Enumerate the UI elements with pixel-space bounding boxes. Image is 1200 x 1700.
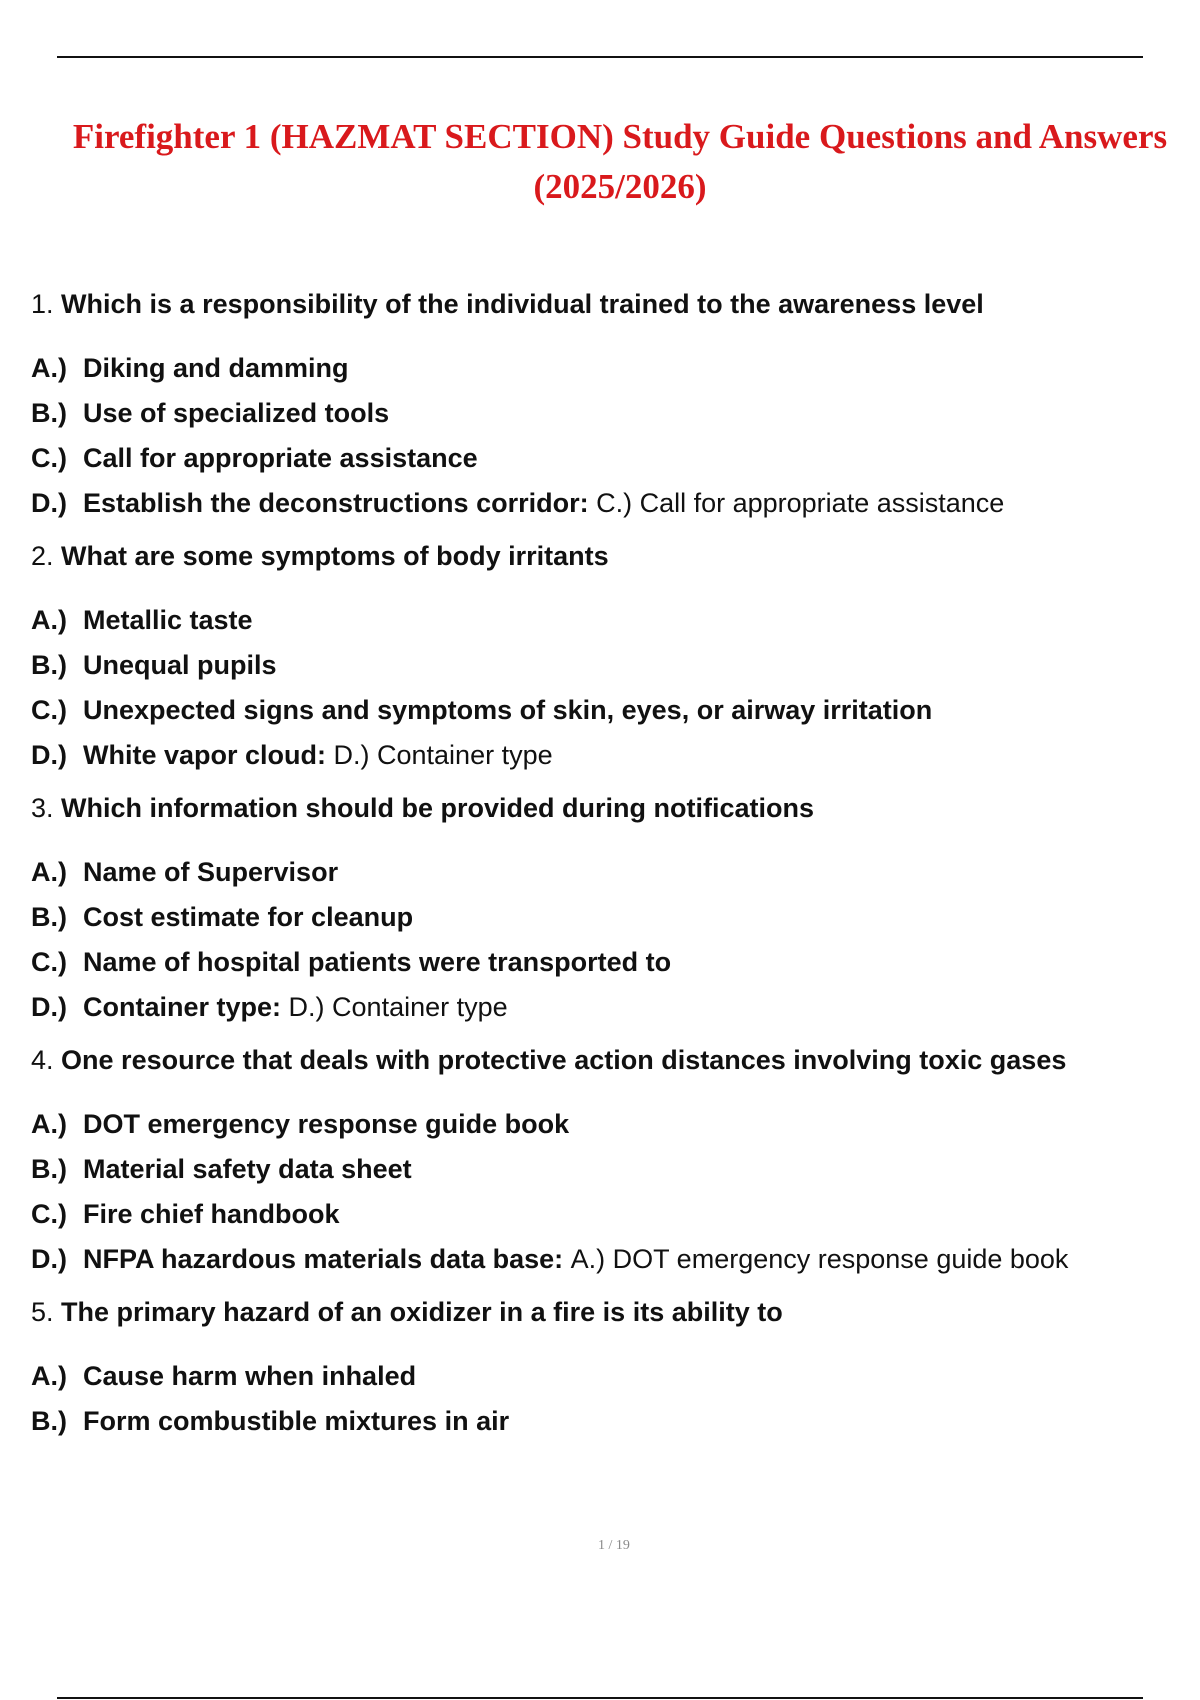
answer-text: D.) Container type [333, 740, 553, 770]
answer-text: A.) DOT emergency response guide book [570, 1244, 1069, 1274]
option-a: A.) Diking and damming [31, 353, 349, 383]
option-d: D.) White vapor cloud: D.) Container type [31, 740, 553, 770]
option-list [31, 1106, 1181, 1286]
question-text [31, 538, 1181, 574]
option-d: D.) Container type: D.) Container type [31, 992, 508, 1022]
title-line-2: (2025/2026) [533, 167, 707, 206]
question-number: 2. [31, 541, 54, 571]
option-a: A.) Metallic taste [31, 605, 253, 635]
question-prompt: What are some symptoms of body irritants [61, 541, 609, 571]
option-c: C.) Name of hospital patients were transported to [31, 947, 672, 977]
option-a: A.) DOT emergency response guide book [31, 1109, 570, 1139]
question-text [31, 790, 1181, 826]
question-2 [31, 538, 1181, 782]
question-number: 1. [31, 289, 54, 319]
option-a: A.) Cause harm when inhaled [31, 1361, 417, 1391]
question-3 [31, 790, 1181, 1034]
document-title [40, 112, 1200, 212]
option-list [31, 1358, 1181, 1448]
option-list [31, 854, 1181, 1034]
question-list [31, 286, 1181, 1456]
bottom-rule [57, 1697, 1143, 1699]
question-text [31, 1294, 1181, 1330]
question-5 [31, 1294, 1181, 1448]
option-c: C.) Unexpected signs and symptoms of skin, eyes, or airway irritation [31, 695, 933, 725]
question-prompt: Which is a responsibility of the individual trained to the awareness level [61, 289, 984, 319]
answer-text: D.) Container type [288, 992, 508, 1022]
option-b: B.) Use of specialized tools [31, 398, 390, 428]
page-number: 1 / 19 [598, 1538, 630, 1553]
title-line-1: Firefighter 1 (HAZMAT SECTION) Study Guide Questions and Answers [72, 117, 1168, 156]
question-prompt: One resource that deals with protective action distances involving toxic gases [61, 1045, 1067, 1075]
option-b: B.) Form combustible mixtures in air [31, 1406, 510, 1436]
question-4 [31, 1042, 1181, 1286]
question-prompt: Which information should be provided during notifications [61, 793, 815, 823]
option-d: D.) Establish the deconstructions corridor: C.) Call for appropriate assistance [31, 488, 1005, 518]
question-number: 4. [31, 1045, 54, 1075]
option-a: A.) Name of Supervisor [31, 857, 339, 887]
option-b: B.) Cost estimate for cleanup [31, 902, 414, 932]
option-b: B.) Material safety data sheet [31, 1154, 412, 1184]
question-number: 3. [31, 793, 54, 823]
question-1 [31, 286, 1181, 530]
question-number: 5. [31, 1297, 54, 1327]
option-c: C.) Call for appropriate assistance [31, 443, 478, 473]
option-d: D.) NFPA hazardous materials data base: A.) DOT emergency response guide book [31, 1244, 1069, 1274]
option-b: B.) Unequal pupils [31, 650, 277, 680]
question-prompt: The primary hazard of an oxidizer in a fire is its ability to [61, 1297, 783, 1327]
top-rule [57, 56, 1143, 58]
question-text [31, 286, 1181, 322]
option-list [31, 350, 1181, 530]
option-list [31, 602, 1181, 782]
question-text [31, 1042, 1181, 1078]
answer-text: C.) Call for appropriate assistance [596, 488, 1005, 518]
option-c: C.) Fire chief handbook [31, 1199, 340, 1229]
